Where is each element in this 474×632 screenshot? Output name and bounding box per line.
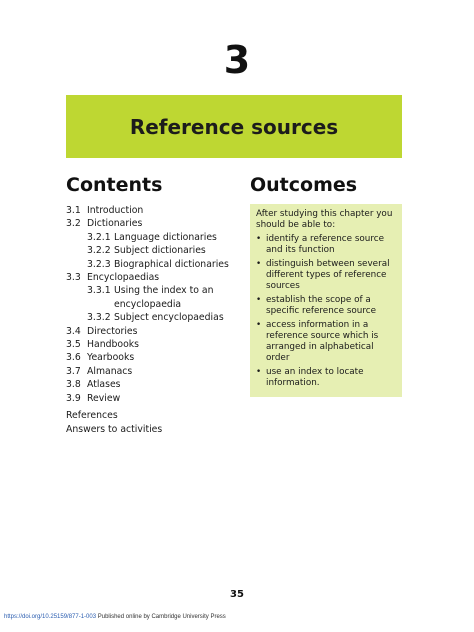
contents-item-title: Subject encyclopaedias xyxy=(114,312,224,324)
contents-item-number: 3.4 xyxy=(66,325,81,337)
outcome-text: use an index to locate information. xyxy=(266,367,364,388)
contents-extras xyxy=(66,409,242,436)
contents-item-number: 3.5 xyxy=(66,339,81,351)
contents-item xyxy=(66,365,242,378)
contents-item-title: Review xyxy=(87,392,121,404)
contents-item-number: 3.3.2 xyxy=(87,312,111,324)
contents-item xyxy=(66,325,242,338)
contents-item-number: 3.8 xyxy=(66,379,81,391)
contents-item-number: 3.7 xyxy=(66,365,81,377)
chapter-title: Reference sources xyxy=(129,114,339,139)
contents-item-number: 3.1 xyxy=(66,205,81,216)
outcome-text: establish the scope of a specific reference source xyxy=(266,295,377,316)
contents-item xyxy=(66,244,242,257)
bullet-icon: • xyxy=(256,295,262,305)
contents-item-title: Subject dictionaries xyxy=(114,245,206,257)
doi-link[interactable]: https://doi.org/10.25159/877-1-003 xyxy=(4,614,97,620)
contents-item xyxy=(66,378,242,391)
outcomes-box xyxy=(250,204,402,397)
contents-item-number: 3.9 xyxy=(66,392,81,404)
contents-item-number: 3.3.1 xyxy=(87,285,111,297)
contents-item-title: Language dictionaries xyxy=(114,231,217,243)
contents-item xyxy=(66,258,242,271)
contents-item-number: 3.6 xyxy=(66,352,81,364)
page-number: 35 xyxy=(230,589,244,600)
contents-item-number: 3.2.1 xyxy=(87,231,111,243)
contents-item xyxy=(66,392,242,405)
contents-item xyxy=(66,217,242,230)
footer-publisher-text: Published online by Cambridge University Press xyxy=(96,614,226,620)
outcome-item xyxy=(256,320,397,364)
contents-item xyxy=(66,351,242,364)
contents-item xyxy=(66,311,242,324)
outcome-item xyxy=(256,259,397,292)
contents-item-title: Biographical dictionaries xyxy=(114,258,229,270)
contents-item-title: Using the index to an encyclopaedia xyxy=(114,285,214,310)
outcome-item xyxy=(256,295,397,317)
contents-item-title: Encyclopaedias xyxy=(87,272,160,284)
bullet-icon: • xyxy=(256,234,262,244)
outcome-item xyxy=(256,367,397,389)
contents-extra-item: Answers to activities xyxy=(66,423,163,435)
contents-item-title: Directories xyxy=(87,325,138,337)
contents-item xyxy=(66,231,242,244)
outcome-text: distinguish between several different types of reference sources xyxy=(266,259,390,291)
contents-item xyxy=(66,204,242,217)
contents-extra-item: References xyxy=(66,410,118,422)
footer-citation xyxy=(4,614,226,620)
chapter-title-banner xyxy=(66,95,402,158)
contents-item-number: 3.3 xyxy=(66,272,81,284)
contents-item-number: 3.2 xyxy=(66,218,81,230)
contents-item xyxy=(66,271,242,284)
bullet-icon: • xyxy=(256,259,262,269)
outcome-text: access information in a reference source which is arranged in alphabetical order xyxy=(266,320,379,363)
contents-list xyxy=(66,204,242,405)
bullet-icon: • xyxy=(256,367,262,377)
outcomes-section xyxy=(250,174,402,397)
outcome-text: identify a reference source and its function xyxy=(266,234,385,255)
contents-section xyxy=(66,174,242,436)
contents-item-title: Yearbooks xyxy=(87,352,135,364)
contents-item-title: Atlases xyxy=(87,379,121,391)
contents-item-title: Handbooks xyxy=(87,339,139,351)
contents-item-number: 3.2.2 xyxy=(87,245,111,257)
contents-heading: Contents xyxy=(66,174,163,196)
outcome-item xyxy=(256,234,397,256)
contents-item-title: Dictionaries xyxy=(87,218,143,230)
outcomes-heading: Outcomes xyxy=(250,174,358,196)
outcomes-list xyxy=(256,234,397,389)
chapter-number: 3 xyxy=(223,38,251,82)
outcomes-intro: After studying this chapter you should be able to: xyxy=(256,209,393,230)
contents-item-title: Almanacs xyxy=(87,365,133,377)
contents-item xyxy=(66,338,242,351)
bullet-icon: • xyxy=(256,320,262,330)
contents-item-title: Introduction xyxy=(87,205,144,216)
contents-item xyxy=(66,284,242,311)
contents-item-number: 3.2.3 xyxy=(87,258,111,270)
